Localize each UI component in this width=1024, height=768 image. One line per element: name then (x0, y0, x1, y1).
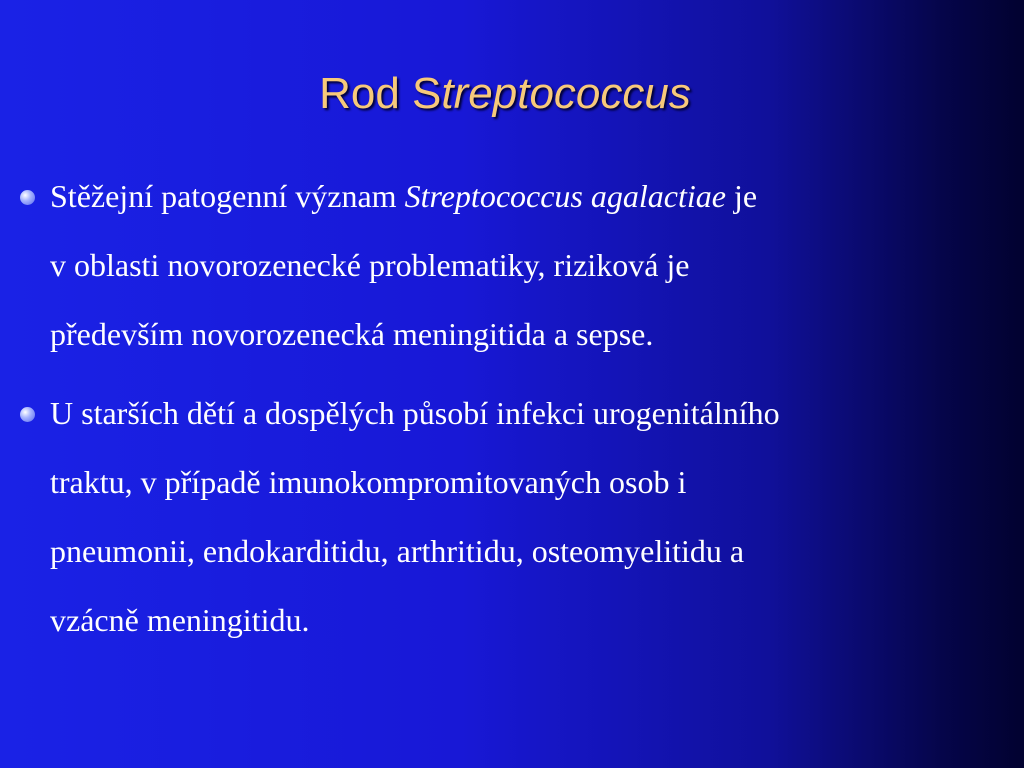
bullet-2-line-2: traktu, v případě imunokompromitovaných osob i (50, 464, 687, 500)
bullet-1-line-2: v oblasti novorozenecké problematiky, riziková je (50, 247, 690, 283)
bullet-2-line-4: vzácně meningitidu. (50, 602, 310, 638)
bullet-1-line-3: především novorozenecká meningitida a sepse. (50, 316, 654, 352)
title-part-italic: treptococcus (441, 69, 691, 118)
bullet-dot-icon (20, 407, 35, 422)
bullet-2-line-1: U starších dětí a dospělých působí infekci urogenitálního (50, 395, 780, 431)
bullet-list (0, 162, 1000, 655)
bullet-1-species-name: Streptococcus agalactiae (404, 178, 726, 214)
bullet-1-line-1 (50, 162, 1000, 231)
bullet-1-text-a: Stěžejní patogenní význam (50, 178, 405, 214)
bullet-item-2 (0, 379, 1000, 655)
bullet-dot-icon (20, 190, 35, 205)
slide-title (0, 66, 1010, 122)
bullet-item-1 (0, 162, 1000, 369)
title-part-regular: Rod S (319, 69, 442, 118)
bullet-2-line-3: pneumonii, endokarditidu, arthritidu, osteomyelitidu a (50, 533, 745, 569)
bullet-1-text-c: je (725, 178, 758, 214)
